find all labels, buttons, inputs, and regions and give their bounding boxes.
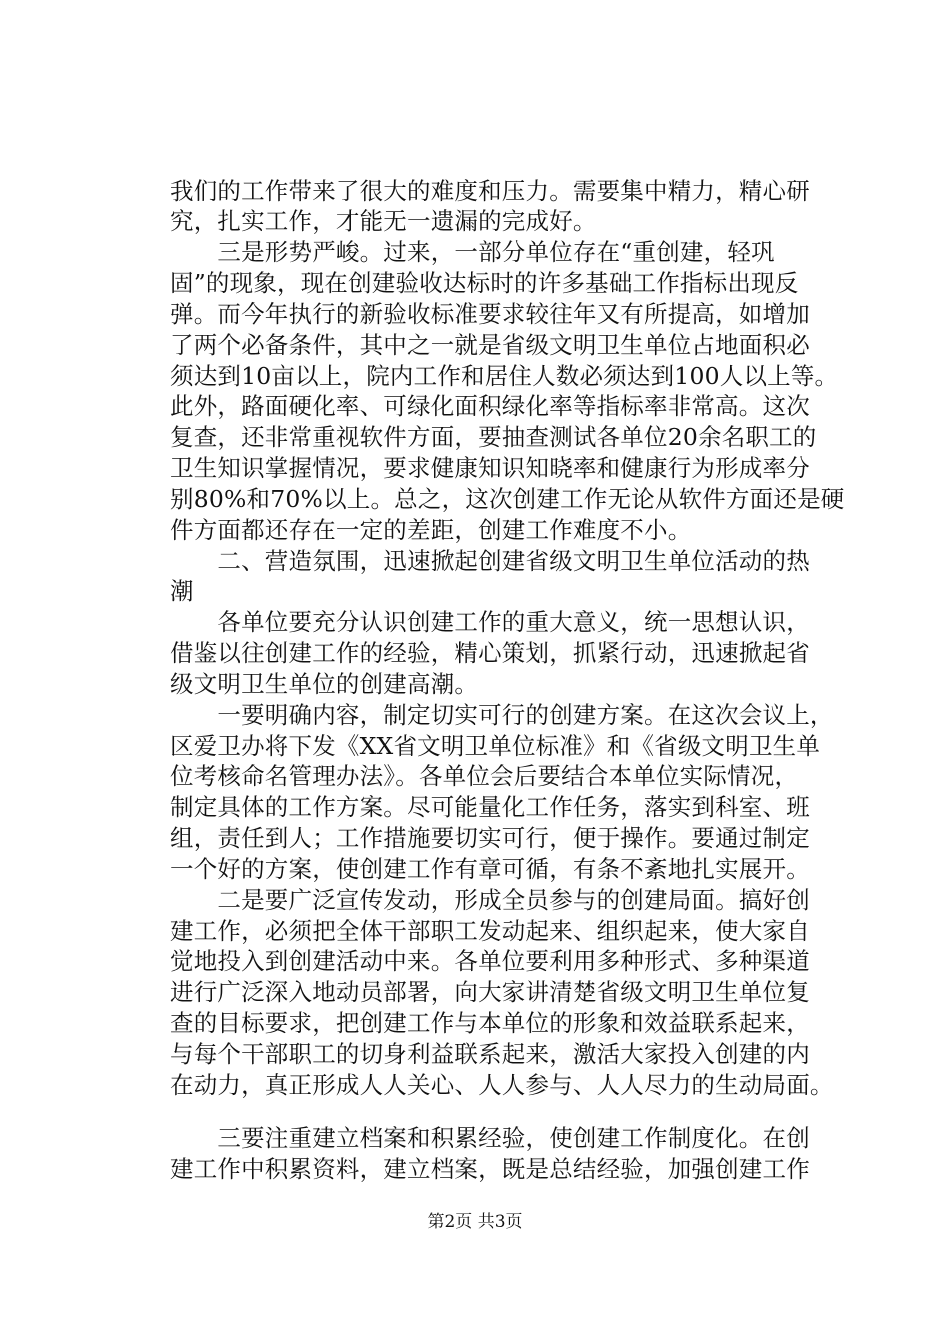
text-line: 卫生知识掌握情况，要求健康知识知晓率和健康行为形成率分 (170, 454, 810, 482)
page-number-footer: 第2页 共3页 (427, 1212, 523, 1232)
text-line: 建工作中积累资料，建立档案，既是总结经验，加强创建工作 (170, 1155, 810, 1183)
text-line: 位考核命名管理办法》。各单位会后要结合本单位实际情况， (170, 762, 799, 790)
text-line: 弹。而今年执行的新验收标准要求较往年又有所提高，如增加 (170, 300, 810, 328)
text-line: 进行广泛深入地动员部署，向大家讲清楚省级文明卫生单位复 (170, 978, 810, 1006)
text-line: 三要注重建立档案和积累经验，使创建工作制度化。在创 (170, 1124, 810, 1152)
text-line: 三是形势严峻。过来，一部分单位存在“重创建，轻巩 (170, 238, 775, 266)
text-line: 制定具体的工作方案。尽可能量化工作任务，落实到科室、班 (170, 793, 810, 821)
text-line: 究，扎实工作，才能无一遗漏的完成好。 (170, 207, 597, 235)
text-line: 件方面都还存在一定的差距，创建工作难度不小。 (170, 516, 692, 544)
section-heading-line: 二、营造氛围，迅速掀起创建省级文明卫生单位活动的热 (170, 547, 810, 575)
text-line: 了两个必备条件，其中之一就是省级文明卫生单位占地面积必 (170, 331, 810, 359)
section-heading-line: 潮 (170, 577, 194, 605)
text-line: 查的目标要求，把创建工作与本单位的形象和效益联系起来， (170, 1009, 810, 1037)
text-line: 复查，还非常重视软件方面，要抽查测试各单位20余名职工的 (170, 423, 817, 451)
text-line: 此外，路面硬化率、可绿化面积绿化率等指标率非常高。这次 (170, 392, 810, 420)
text-line: 级文明卫生单位的创建高潮。 (170, 670, 479, 698)
text-line: 我们的工作带来了很大的难度和压力。需要集中精力，精心研 (170, 177, 810, 205)
text-line: 一个好的方案，使创建工作有章可循，有条不紊地扎实展开。 (170, 855, 810, 883)
text-line: 借鉴以往创建工作的经验，精心策划，抓紧行动，迅速掀起省 (170, 639, 810, 667)
text-line: 觉地投入到创建活动中来。各单位要利用多种形式、多种渠道 (170, 947, 810, 975)
text-line: 二是要广泛宣传发动，形成全员参与的创建局面。搞好创 (170, 886, 810, 914)
text-line: 一要明确内容，制定切实可行的创建方案。在这次会议上， (170, 701, 834, 729)
text-line: 组，责任到人；工作措施要切实可行，便于操作。要通过制定 (170, 824, 810, 852)
text-line: 区爱卫办将下发《XX省文明卫单位标准》和《省级文明卫生单 (170, 732, 821, 760)
text-line: 各单位要充分认识创建工作的重大意义，统一思想认识， (170, 608, 810, 636)
text-line: 固”的现象，现在创建验收达标时的许多基础工作指标出现反 (170, 269, 799, 297)
text-line: 须达到10亩以上，院内工作和居住人数必须达到100人以上等。 (170, 362, 839, 390)
text-line: 建工作，必须把全体干部职工发动起来、组织起来，使大家自 (170, 917, 810, 945)
text-line: 别80%和70%以上。总之，这次创建工作无论从软件方面还是硬 (170, 485, 845, 513)
text-line: 与每个干部职工的切身利益联系起来，激活大家投入创建的内 (170, 1040, 810, 1068)
text-line: 在动力，真正形成人人关心、人人参与、人人尽力的生动局面。 (170, 1071, 834, 1099)
